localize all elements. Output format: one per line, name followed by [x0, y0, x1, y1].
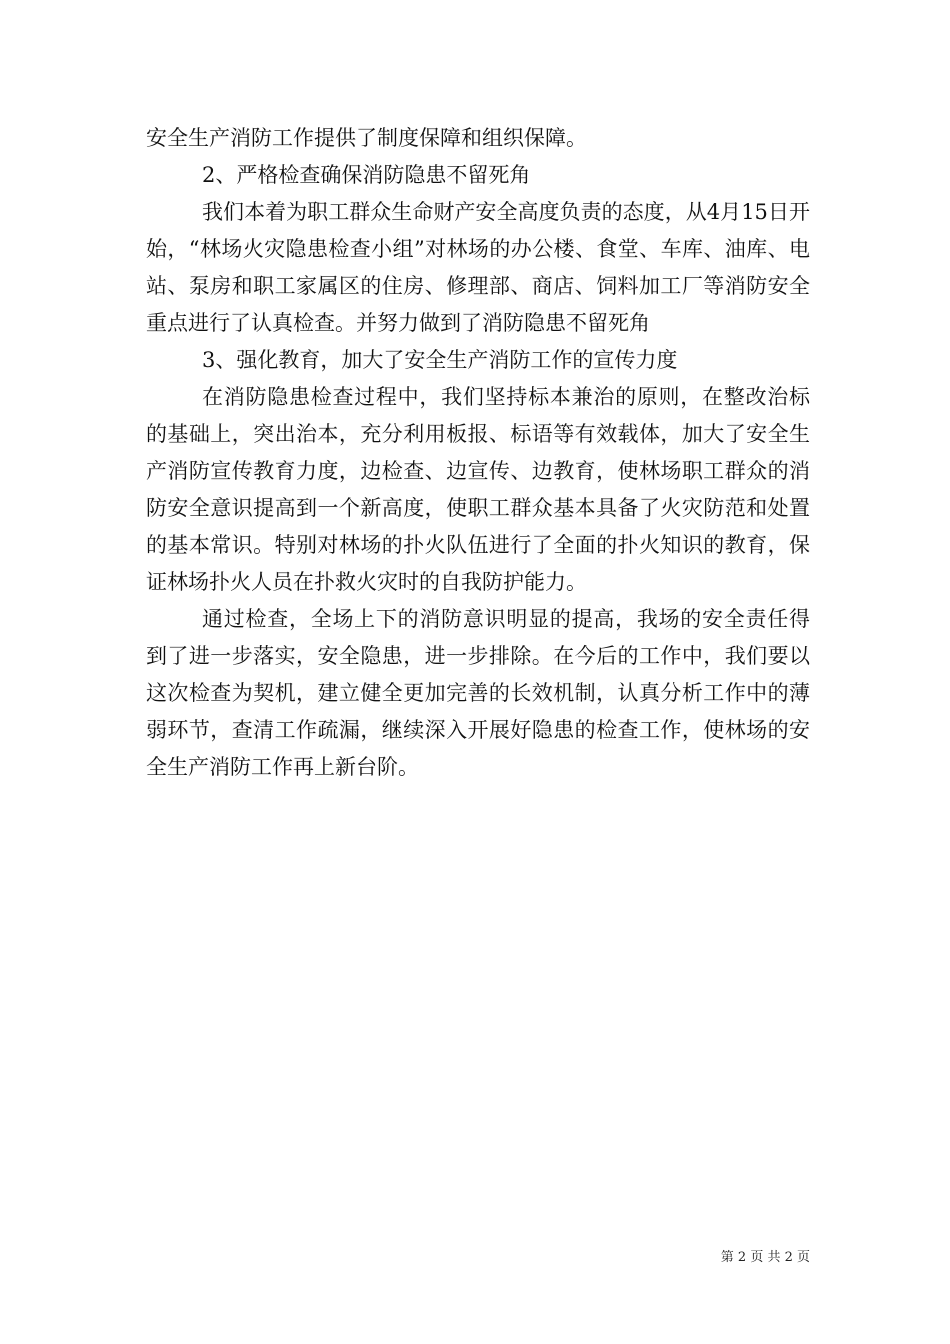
document-body — [146, 120, 810, 786]
section-heading-3: 3、强化教育，加大了安全生产消防工作的宣传力度 — [202, 348, 678, 372]
paragraph-inspection: 我们本着为职工群众生命财产安全高度负责的态度，从4月15日开始，“林场火灾隐患检查小组”对林场的办公楼、食堂、车库、油库、电站、泵房和职工家属区的住房、修理部、商店、饲料加工厂等消防安全重点进行了认真检查。并努力做到了消防隐患不留死角 — [146, 200, 810, 335]
paragraph-1: 安全生产消防工作提供了制度保障和组织保障。 — [146, 126, 587, 150]
paragraph-education: 在消防隐患检查过程中，我们坚持标本兼治的原则，在整改治标的基础上，突出治本，充分利用板报、标语等有效载体，加大了安全生产消防宣传教育力度，边检查、边宣传、边教育，使林场职工群众的消防安全意识提高到一个新高度，使职工群众基本具备了火灾防范和处置的基本常识。特别对林场的扑火队伍进行了全面的扑火知识的教育，保证林场扑火人员在扑救火灾时的自我防护能力。 — [146, 385, 810, 594]
page-number: 第 2 页 共 2 页 — [720, 1250, 810, 1265]
section-heading-2: 2、严格检查确保消防隐患不留死角 — [202, 163, 531, 187]
paragraph-conclusion: 通过检查，全场上下的消防意识明显的提高，我场的安全责任得到了进一步落实，安全隐患，进一步排除。在今后的工作中，我们要以这次检查为契机，建立健全更加完善的长效机制，认真分析工作中的薄弱环节，查清工作疏漏，继续深入开展好隐患的检查工作，使林场的安全生产消防工作再上新台阶。 — [146, 607, 810, 779]
